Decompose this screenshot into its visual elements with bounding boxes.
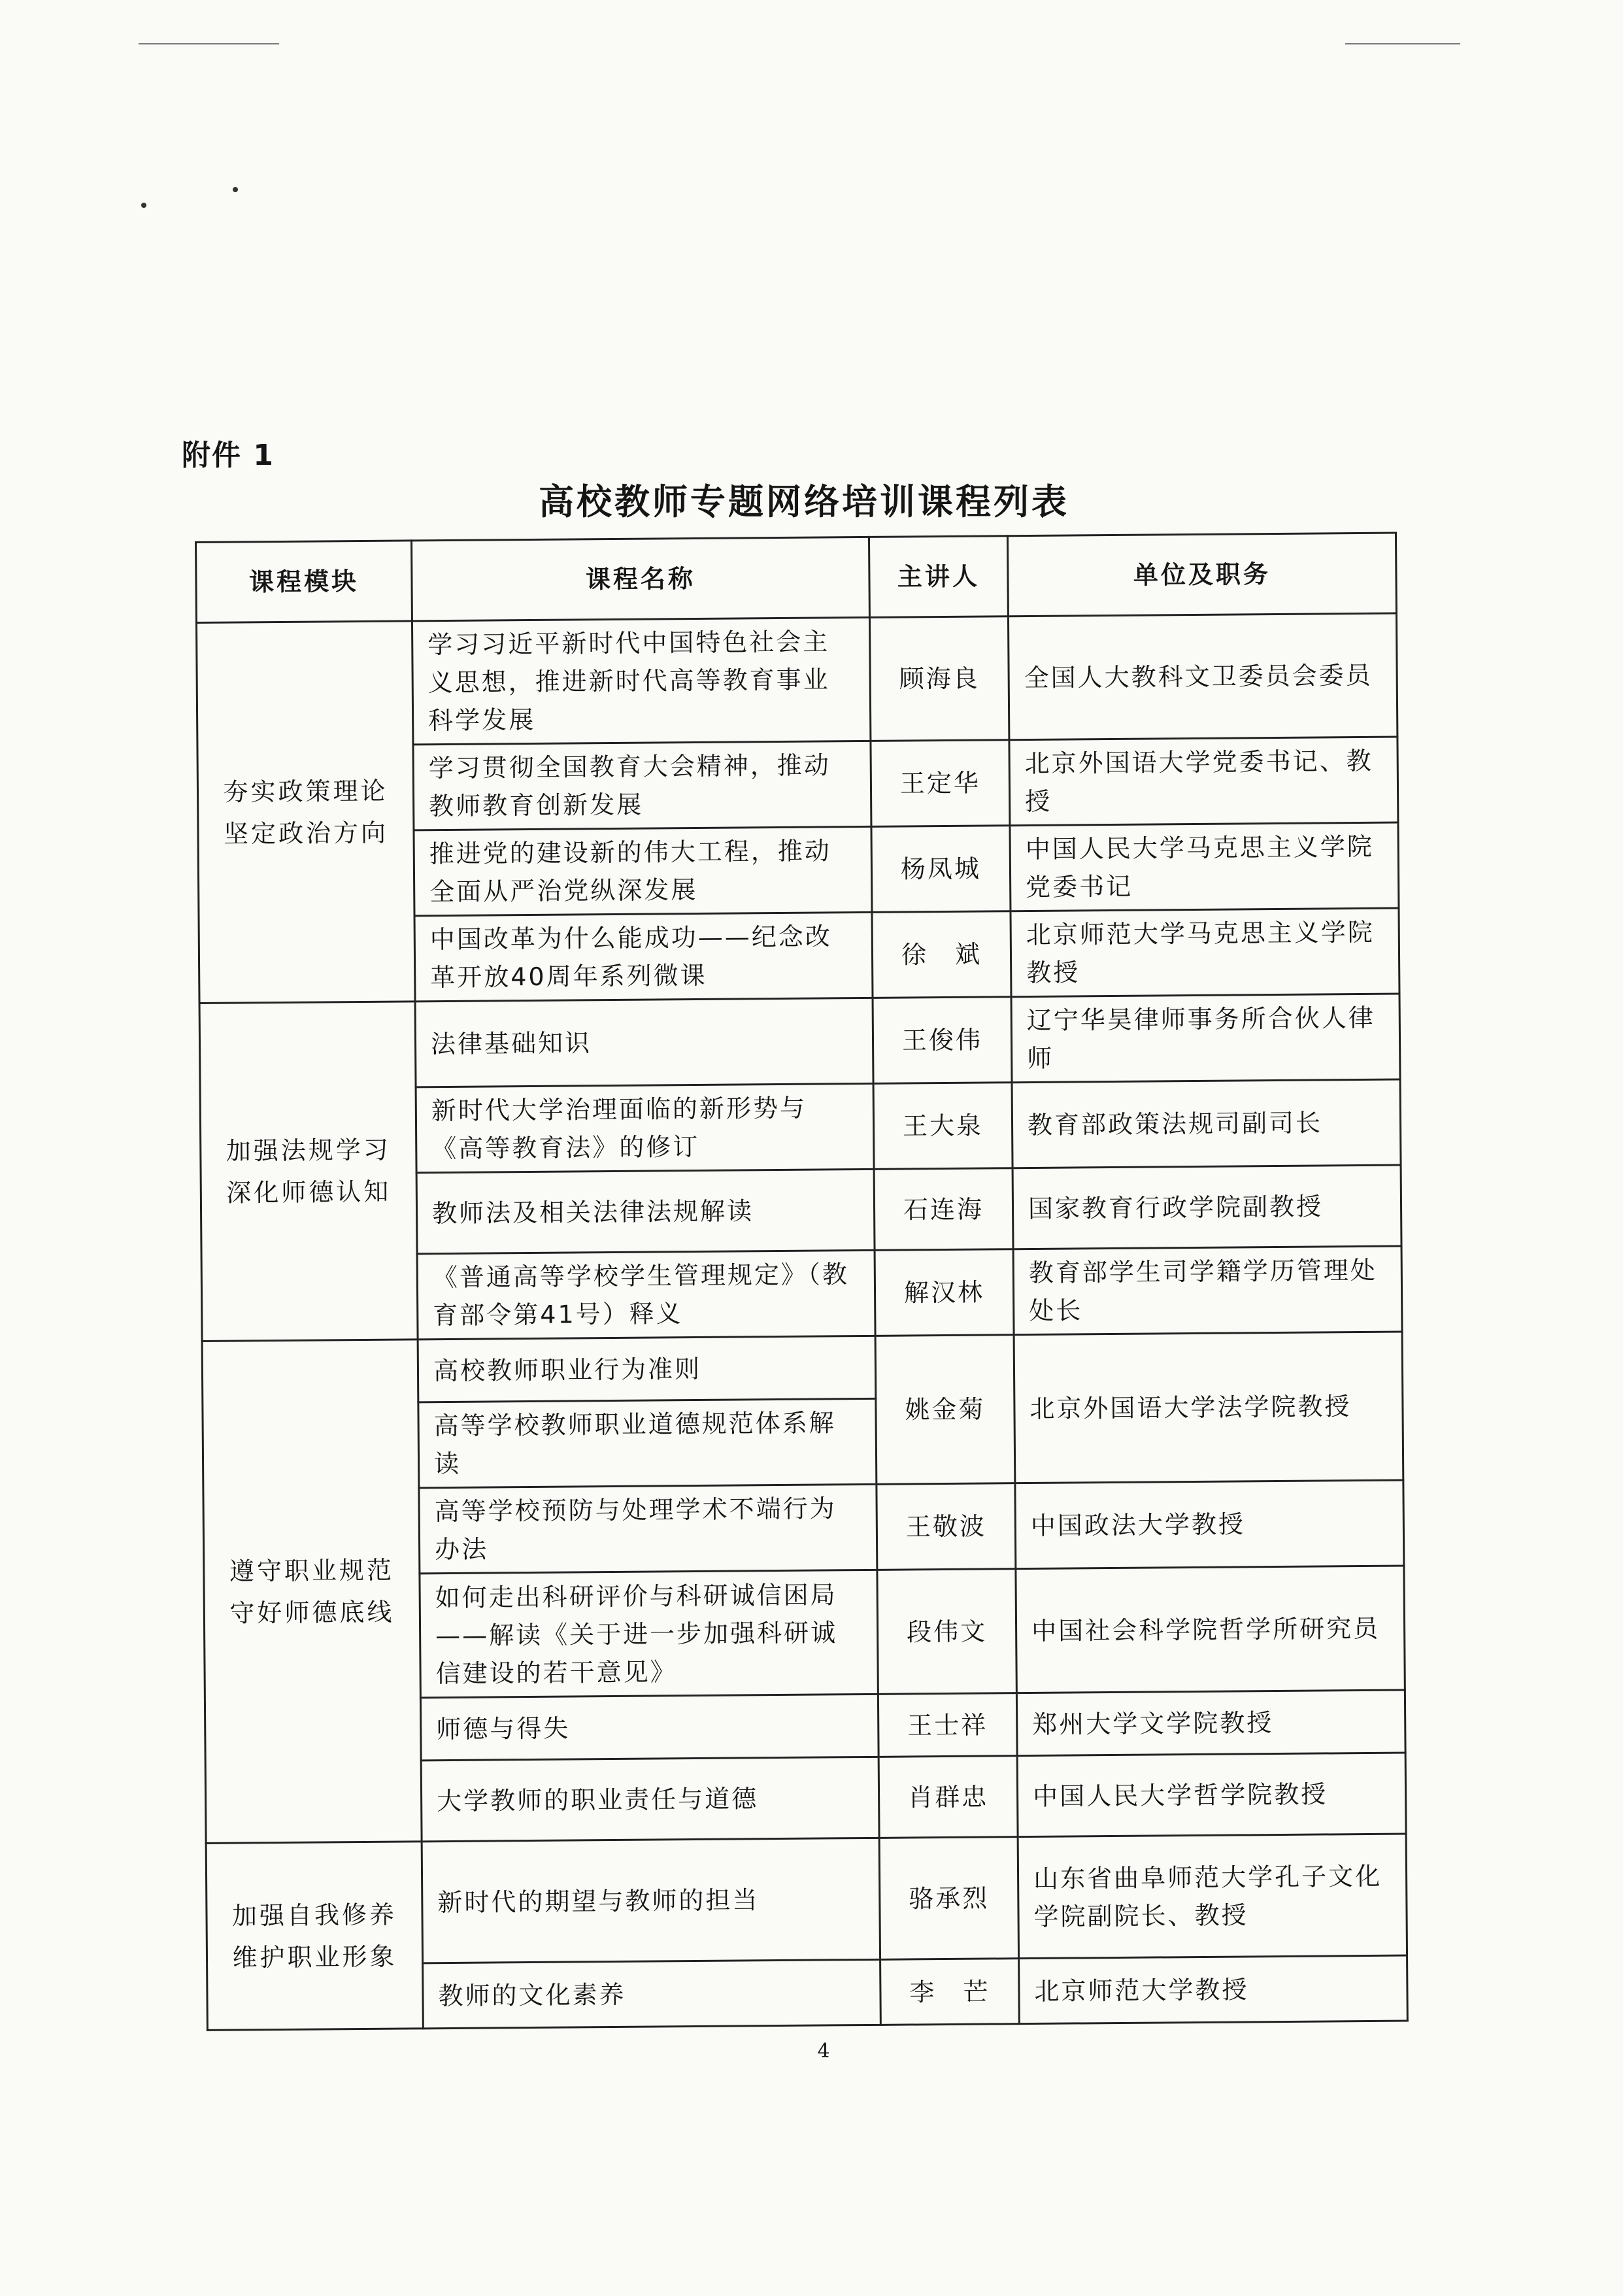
course-cell: 教师的文化素养 [423,1959,881,2028]
module-name-line: 深化师德认知 [226,1177,392,1207]
lecturer-cell: 顾海良 [869,616,1009,741]
course-cell: 如何走出科研评价与科研诚信困局——解读《关于进一步加强科研诚信建设的若干意见》 [420,1570,878,1697]
course-cell: 新时代的期望与教师的担当 [422,1838,880,1963]
lecturer-cell: 徐 斌 [872,911,1011,998]
unit-cell: 郑州大学文学院教授 [1016,1690,1405,1756]
course-table [195,532,1409,2031]
lecturer-cell: 肖群忠 [878,1756,1018,1838]
module-name-line: 坚定政治方向 [223,818,389,849]
lecturer-cell: 段伟文 [877,1569,1016,1695]
course-cell: 新时代大学治理面临的新形势与《高等教育法》的修订 [416,1083,874,1172]
module-cell [202,1340,422,1844]
lecturer-cell: 王定华 [871,740,1010,827]
course-cell: 学习习近平新时代中国特色社会主义思想，推进新时代高等教育事业科学发展 [412,617,870,744]
scan-speck [233,187,238,192]
unit-cell: 北京外国语大学党委书记、教授 [1009,737,1398,826]
unit-cell: 教育部学生司学籍学历管理处处长 [1013,1246,1402,1335]
module-cell [206,1842,423,2031]
course-table-sheet [195,532,1407,2031]
scan-top-rule-right [1345,43,1460,44]
lecturer-cell: 王大泉 [873,1083,1012,1170]
unit-cell: 北京师范大学马克思主义学院教授 [1011,908,1399,997]
unit-cell: 辽宁华昊律师事务所合伙人律师 [1011,994,1400,1083]
module-name-line: 维护职业形象 [232,1942,397,1972]
table-row [206,1834,1407,1965]
lecturer-cell: 解汉林 [875,1249,1014,1336]
unit-cell: 中国人民大学马克思主义学院党委书记 [1010,822,1399,911]
scan-speck [141,203,146,208]
table-header-row [196,533,1397,622]
header-course: 课程名称 [412,537,870,620]
course-cell: 法律基础知识 [415,998,873,1087]
lecturer-cell: 王敬波 [877,1483,1016,1570]
module-cell [199,1002,418,1342]
unit-cell: 教育部政策法规司副司长 [1012,1079,1401,1168]
header-lecturer: 主讲人 [869,536,1008,618]
unit-cell: 中国政法大学教授 [1015,1480,1404,1569]
page-number: 4 [817,2040,830,2063]
unit-cell: 中国社会科学院哲学所研究员 [1016,1566,1405,1693]
table-row [202,1332,1403,1404]
module-name-line: 加强法规学习 [226,1135,391,1166]
course-cell: 中国改革为什么能成功——纪念改革开放40周年系列微课 [414,912,873,1001]
course-cell: 教师法及相关法律法规解读 [416,1169,875,1253]
table-row [196,613,1397,746]
lecturer-cell: 石连海 [874,1168,1013,1251]
lecturer-cell: 王士祥 [878,1693,1017,1757]
course-cell: 大学教师的职业责任与道德 [421,1757,879,1841]
course-cell: 高等学校预防与处理学术不端行为办法 [419,1484,877,1573]
lecturer-cell: 姚金菊 [875,1335,1015,1485]
table-row [199,994,1400,1089]
course-cell: 师德与得失 [420,1694,878,1760]
course-cell: 学习贯彻全国教育大会精神，推动教师教育创新发展 [413,741,871,830]
unit-cell: 国家教育行政学院副教授 [1012,1165,1401,1249]
course-cell: 高校教师职业行为准则 [418,1336,876,1402]
header-module: 课程模块 [196,541,412,623]
unit-cell: 山东省曲阜师范大学孔子文化学院副院长、教授 [1018,1834,1407,1959]
scan-top-rule-left [139,43,279,44]
header-unit: 单位及职务 [1007,533,1396,616]
course-cell: 推进党的建设新的伟大工程，推动全面从严治党纵深发展 [414,826,872,915]
lecturer-cell: 王俊伟 [873,997,1012,1084]
unit-cell: 北京师范大学教授 [1019,1955,1408,2024]
module-name-line: 遵守职业规范 [229,1555,395,1586]
module-name-line: 加强自我修养 [231,1900,397,1931]
attachment-label: 附件 1 [182,439,275,472]
course-cell: 《普通高等学校学生管理规定》（教育部令第41号）释义 [417,1250,875,1339]
lecturer-cell: 骆承烈 [879,1837,1018,1960]
lecturer-cell: 杨凤城 [871,826,1011,913]
module-name-line: 守好师德底线 [229,1597,395,1628]
course-cell: 高等学校教师职业道德规范体系解读 [418,1398,877,1487]
unit-cell: 全国人大教科文卫委员会委员 [1008,613,1397,740]
unit-cell: 中国人民大学哲学院教授 [1017,1753,1406,1837]
lecturer-cell: 李 芒 [880,1959,1020,2025]
page-title: 高校教师专题网络培训课程列表 [539,481,1069,522]
module-cell [196,621,415,1004]
module-name-line: 夯实政策理论 [223,776,388,807]
unit-cell: 北京外国语大学法学院教授 [1014,1332,1403,1483]
